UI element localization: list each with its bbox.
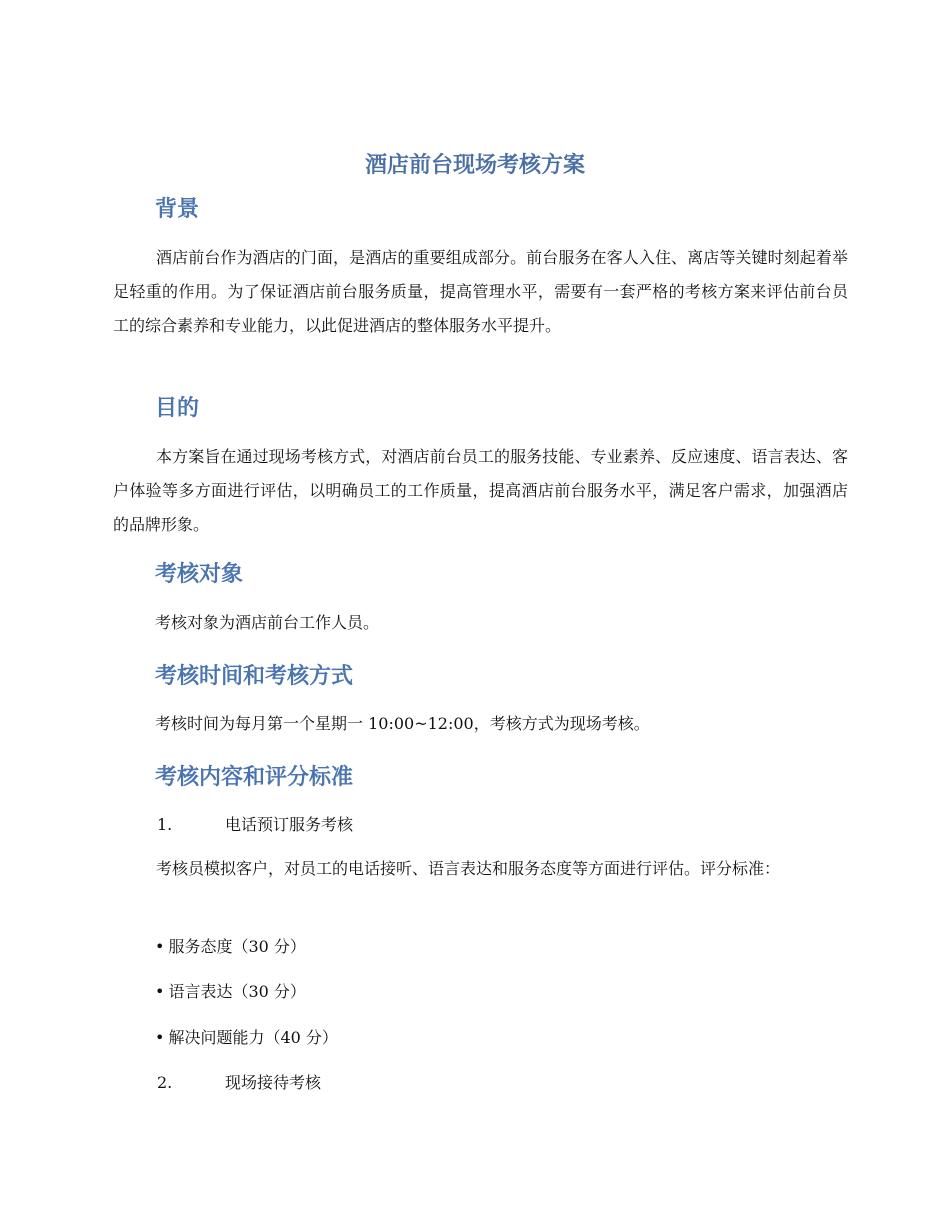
bullet-text: 服务态度（30 分） xyxy=(168,937,306,956)
numbered-item-label: 现场接待考核 xyxy=(225,1073,322,1092)
heading-time-method: 考核时间和考核方式 xyxy=(155,664,354,689)
numbered-item-number: 2. xyxy=(157,1073,173,1092)
paragraph-target: 考核对象为酒店前台工作人员。 xyxy=(155,613,380,632)
numbered-item-1 xyxy=(157,813,353,837)
numbered-item-number: 1. xyxy=(157,815,173,834)
bullet-dot-icon: • xyxy=(155,982,165,1001)
paragraph-time-method: 考核时间为每月第一个星期一 10:00~12:00，考核方式为现场考核。 xyxy=(155,714,650,733)
bullet-dot-icon: • xyxy=(155,937,165,956)
numbered-item-label: 电话预订服务考核 xyxy=(225,815,354,834)
paragraph-background: 酒店前台作为酒店的门面，是酒店的重要组成部分。前台服务在客人入住、离店等关键时刻起着举足轻重的作用。为了保证酒店前台服务质量，提高管理水平，需要有一套严格的考核方案来评估前台员工的综合素养和专业能力，以此促进酒店的整体服务水平提升。 xyxy=(113,248,848,335)
bullet-item xyxy=(155,1026,338,1050)
bullet-item xyxy=(155,980,306,1004)
numbered-item-2 xyxy=(157,1071,321,1095)
bullet-text: 解决问题能力（40 分） xyxy=(168,1028,338,1047)
paragraph-item1-description: 考核员模拟客户，对员工的电话接听、语言表达和服务态度等方面进行评估。评分标准： xyxy=(156,859,781,878)
paragraph-purpose: 本方案旨在通过现场考核方式，对酒店前台员工的服务技能、专业素养、反应速度、语言表达、客户体验等多方面进行评估，以明确员工的工作质量，提高酒店前台服务水平，满足客户需求，加强酒店的品牌形象。 xyxy=(113,447,848,534)
bullet-text: 语言表达（30 分） xyxy=(168,982,306,1001)
bullet-item xyxy=(155,935,306,959)
bullet-dot-icon: • xyxy=(155,1028,165,1047)
heading-content: 考核内容和评分标准 xyxy=(155,765,354,790)
document-title: 酒店前台现场考核方案 xyxy=(364,153,585,178)
heading-background: 背景 xyxy=(155,197,200,222)
heading-target: 考核对象 xyxy=(155,562,244,587)
heading-purpose: 目的 xyxy=(155,396,200,421)
